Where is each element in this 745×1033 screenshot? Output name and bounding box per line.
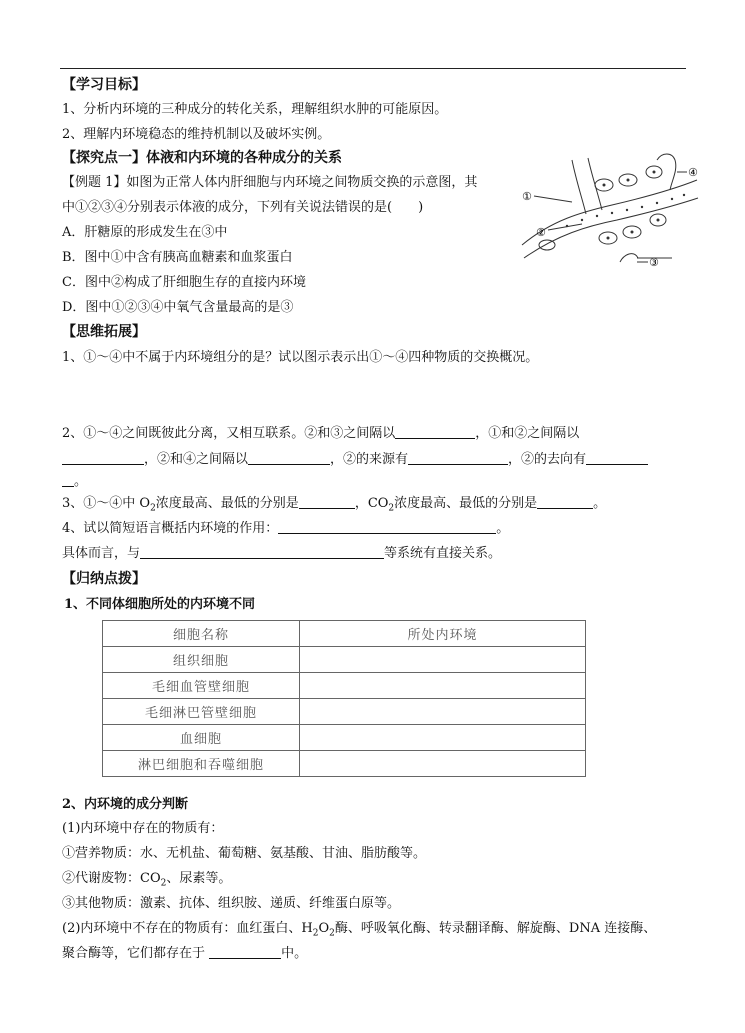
table-answer-cell[interactable] [300,699,586,725]
diagram-label-1: ① [522,190,532,203]
q2-blank-6[interactable] [62,474,74,487]
q2-blank-1[interactable] [395,426,475,439]
q2-blank-3[interactable] [248,452,330,465]
goal-item-2: 2、理解内环境稳态的维持机制以及破坏实例。 [62,127,331,142]
table-row [103,725,586,751]
option-c: C．图中②构成了肝细胞生存的直接内环境 [62,275,306,290]
q3-sub-2: 2 [388,503,395,514]
p5-sub-2: 2 [329,928,335,939]
table-answer-cell[interactable] [300,725,586,751]
summary-p6 [62,945,307,963]
table-answer-cell[interactable] [300,751,586,777]
p3-sub: 2 [160,878,167,889]
q3-blank-1[interactable] [299,496,355,509]
summary-title: 【归纳点拨】 [62,571,146,587]
q4-blank[interactable] [278,521,496,534]
diagram-label-3: ③ [649,256,659,269]
summary-sub-2: 2、内环境的成分判断 [62,797,189,812]
p3-text-b: 、尿素等。 [166,871,232,886]
q2-text-c: ，②和④之间隔以 [144,452,249,467]
summary-p5 [62,920,656,943]
q3-text-c: ，CO [354,496,389,511]
table-row [103,673,586,699]
q3-text-d: 浓度最高、最低的分别是 [394,496,538,511]
table-row [103,647,586,673]
table-cell: 血细胞 [103,725,300,751]
q5-text-a: 具体而言，与 [62,546,141,561]
p6-text-b: 中。 [281,946,308,961]
q3-sub-1: 2 [150,503,156,514]
p5-text-a: (2)内环境中不存在的物质有：血红蛋白、H [62,921,313,936]
q2-blank-4[interactable] [408,452,508,465]
p6-blank[interactable] [209,946,281,959]
p6-text-a: 聚合酶等，它们都存在于 [62,946,206,961]
q4-text-b: 。 [496,521,510,536]
q5-blank[interactable] [140,546,384,559]
table-header-row [103,621,586,647]
table-row [103,699,586,725]
q3-text-e: 。 [593,496,607,511]
q2-text-f: 。 [74,474,88,489]
example-label: 【例题 1】 [62,175,127,190]
q3-text-a: 3、①～④中 O [62,496,151,511]
q2-text-e: ，②的去向有 [508,452,587,467]
option-a: A．肝糖原的形成发生在③中 [62,225,228,240]
table-answer-cell[interactable] [300,647,586,673]
q3-blank-2[interactable] [537,496,593,509]
thinking-q2-line-3 [62,473,87,491]
explore-title: 【探究点一】体液和内环境的各种成分的关系 [62,150,342,166]
thinking-title: 【思维拓展】 [62,324,146,340]
summary-p4: ③其他物质：激素、抗体、组织胺、递质、纤维蛋白原等。 [62,896,401,911]
option-d: D．图中①②③④中氧气含量最高的是③ [62,300,294,315]
table-cell: 毛细血管壁细胞 [103,673,300,699]
table-header-environment: 所处内环境 [300,621,586,647]
option-b: B．图中①中含有胰高血糖素和血浆蛋白 [62,250,293,265]
thinking-q1: 1、①～④中不属于内环境组分的是？试以图示表示出①～④四种物质的交换概况。 [62,350,539,365]
thinking-q2-line-2 [62,451,648,469]
p3-text-a: ②代谢废物：CO [62,871,161,886]
thinking-q4 [62,520,509,538]
goal-item-1: 1、分析内环境的三种成分的转化关系，理解组织水肿的可能原因。 [62,102,448,117]
goals-title: 【学习目标】 [62,77,146,93]
p5-sub-1: 2 [312,928,319,939]
q2-text-b: ，①和②之间隔以 [475,426,580,441]
q2-blank-5[interactable] [586,452,648,465]
summary-sub-1: 1、不同体细胞所处的内环境不同 [64,597,256,612]
q2-text-d: ，②的来源有 [330,452,409,467]
liver-cell-exchange-diagram [512,150,702,280]
example-question-line-1 [62,174,477,192]
summary-p2: ①营养物质：水、无机盐、葡萄糖、氨基酸、甘油、脂肪酸等。 [62,846,427,861]
table-row [103,751,586,777]
q5-text-b: 等系统有直接关系。 [384,546,502,561]
example-question-line-2: 中①②③④分别表示体液的成分，下列有关说法错误的是( ) [62,200,424,215]
summary-p3 [62,870,231,893]
p5-text-c: 酶、呼吸氧化酶、转录翻译酶、解旋酶、DNA 连接酶、 [334,921,657,936]
header-rule [60,68,686,69]
cell-environment-table [102,620,586,777]
diagram-label-2: ② [536,226,546,239]
thinking-q3 [62,495,606,518]
table-header-cell-name: 细胞名称 [103,621,300,647]
question-text-1: 如图为正常人体内肝细胞与内环境之间物质交换的示意图，其 [126,175,478,190]
q3-text-b: 浓度最高、最低的分别是 [155,496,299,511]
table-answer-cell[interactable] [300,673,586,699]
thinking-q2-line-1 [62,425,579,443]
thinking-q5 [62,545,501,563]
table-cell: 淋巴细胞和吞噬细胞 [103,751,300,777]
table-cell: 组织细胞 [103,647,300,673]
table-cell: 毛细淋巴管壁细胞 [103,699,300,725]
q2-text-a: 2、①～④之间既彼此分离，又相互联系。②和③之间隔以 [62,426,396,441]
summary-p1: (1)内环境中存在的物质有： [62,821,224,836]
diagram-label-4: ④ [688,166,698,179]
q2-blank-2[interactable] [62,452,144,465]
q4-text-a: 4、试以简短语言概括内环境的作用： [62,521,279,536]
p5-text-b: O [318,921,330,936]
